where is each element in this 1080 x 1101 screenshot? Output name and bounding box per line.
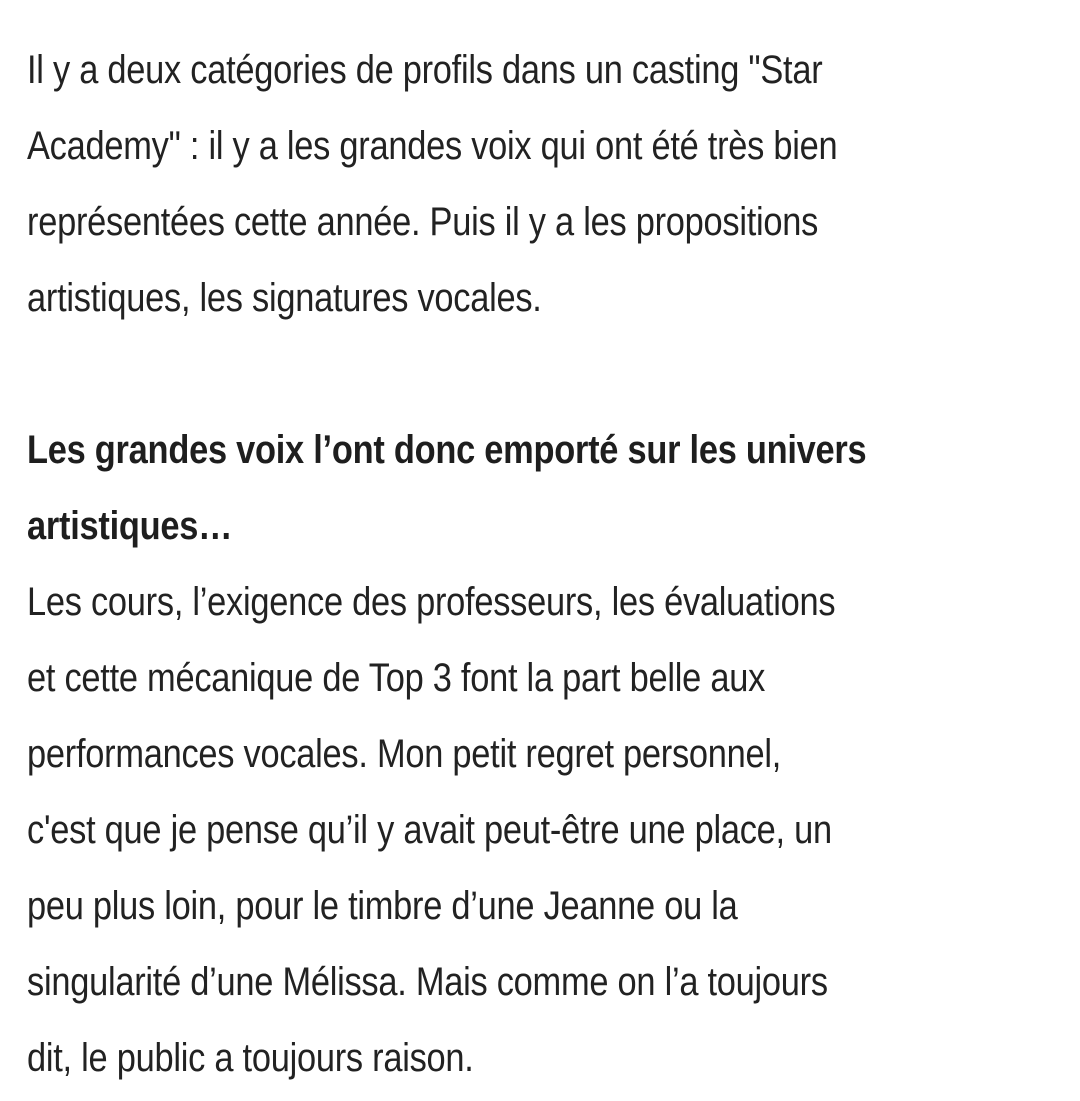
text-line: c'est que je pense qu’il y avait peut-être une place, un [27, 808, 832, 852]
answer-paragraph-1 [27, 32, 1059, 336]
text-line: Academy" : il y a les grandes voix qui ont été très bien [27, 124, 838, 168]
text-line: artistiques, les signatures vocales. [27, 276, 542, 320]
text-line: artistiques… [27, 504, 233, 548]
text-line: peu plus loin, pour le timbre d’une Jeanne ou la [27, 884, 738, 928]
answer-paragraph-2 [27, 564, 1059, 1096]
article-body [27, 32, 1067, 1096]
text-line: singularité d’une Mélissa. Mais comme on l’a toujours [27, 960, 828, 1004]
text-line: performances vocales. Mon petit regret personnel, [27, 732, 782, 776]
text-line: Les cours, l’exigence des professeurs, les évaluations [27, 580, 836, 624]
text-line: dit, le public a toujours raison. [27, 1036, 474, 1080]
text-line: représentées cette année. Puis il y a les propositions [27, 200, 819, 244]
paragraph-spacer [27, 336, 1067, 412]
text-line: et cette mécanique de Top 3 font la part belle aux [27, 656, 766, 700]
text-line: Les grandes voix l’ont donc emporté sur les univers [27, 428, 867, 472]
text-line: Il y a deux catégories de profils dans un casting "Star [27, 48, 823, 92]
interview-question [27, 412, 1059, 564]
